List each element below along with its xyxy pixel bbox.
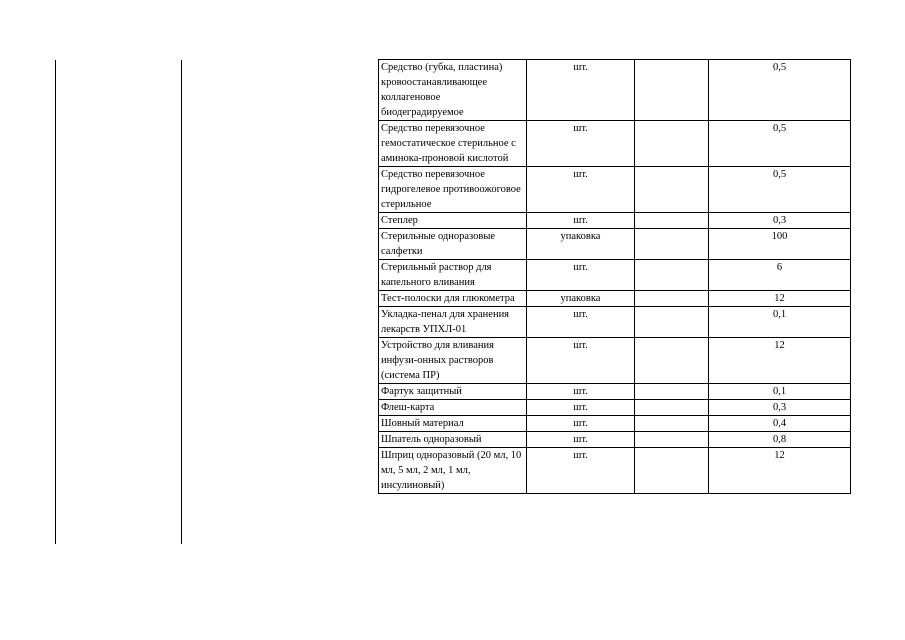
left-column-border: [181, 60, 182, 544]
table-row: [379, 60, 851, 121]
item-unit-cell: шт.: [527, 448, 635, 494]
table-row: [379, 167, 851, 213]
item-empty-cell: [635, 60, 709, 121]
item-empty-cell: [635, 167, 709, 213]
item-unit-cell: шт.: [527, 260, 635, 291]
item-unit-cell: шт.: [527, 400, 635, 416]
item-quantity-cell: 0,8: [709, 432, 851, 448]
item-unit-cell: шт.: [527, 338, 635, 384]
item-name-cell: Средство перевязочное гемостатическое стерильное с аминока-проновой кислотой: [379, 121, 527, 167]
item-name-cell: Флеш-карта: [379, 400, 527, 416]
supplies-table-body: [379, 60, 851, 494]
table-row: [379, 213, 851, 229]
table-row: [379, 400, 851, 416]
item-quantity-cell: 0,5: [709, 121, 851, 167]
item-empty-cell: [635, 121, 709, 167]
item-empty-cell: [635, 291, 709, 307]
item-unit-cell: шт.: [527, 213, 635, 229]
item-empty-cell: [635, 213, 709, 229]
item-quantity-cell: 0,3: [709, 213, 851, 229]
item-empty-cell: [635, 448, 709, 494]
item-name-cell: Шпатель одноразовый: [379, 432, 527, 448]
table-row: [379, 260, 851, 291]
item-unit-cell: упаковка: [527, 229, 635, 260]
item-quantity-cell: 12: [709, 291, 851, 307]
item-quantity-cell: 0,5: [709, 167, 851, 213]
item-quantity-cell: 12: [709, 448, 851, 494]
item-empty-cell: [635, 260, 709, 291]
table-row: [379, 432, 851, 448]
item-name-cell: Устройство для вливания инфузи-онных растворов (система ПР): [379, 338, 527, 384]
table-row: [379, 448, 851, 494]
table-row: [379, 229, 851, 260]
table-row: [379, 384, 851, 400]
item-name-cell: Средство (губка, пластина) кровоостанавливающее коллагеновое биодеградируемое: [379, 60, 527, 121]
item-empty-cell: [635, 229, 709, 260]
item-unit-cell: шт.: [527, 167, 635, 213]
table-row: [379, 307, 851, 338]
item-quantity-cell: 0,4: [709, 416, 851, 432]
item-unit-cell: шт.: [527, 121, 635, 167]
item-empty-cell: [635, 307, 709, 338]
item-unit-cell: упаковка: [527, 291, 635, 307]
item-name-cell: Шприц одноразовый (20 мл, 10 мл, 5 мл, 2 мл, 1 мл, инсулиновый): [379, 448, 527, 494]
item-name-cell: Средство перевязочное гидрогелевое противоожоговое стерильное: [379, 167, 527, 213]
table-row: [379, 416, 851, 432]
item-unit-cell: шт.: [527, 432, 635, 448]
item-empty-cell: [635, 338, 709, 384]
table-row: [379, 291, 851, 307]
item-quantity-cell: 0,1: [709, 384, 851, 400]
item-unit-cell: шт.: [527, 416, 635, 432]
item-quantity-cell: 0,3: [709, 400, 851, 416]
item-unit-cell: шт.: [527, 60, 635, 121]
item-name-cell: Фартук защитный: [379, 384, 527, 400]
item-quantity-cell: 12: [709, 338, 851, 384]
table-row: [379, 121, 851, 167]
item-empty-cell: [635, 432, 709, 448]
left-column-border: [55, 60, 56, 544]
item-name-cell: Шовный материал: [379, 416, 527, 432]
item-quantity-cell: 0,1: [709, 307, 851, 338]
item-quantity-cell: 0,5: [709, 60, 851, 121]
item-name-cell: Степлер: [379, 213, 527, 229]
item-empty-cell: [635, 400, 709, 416]
item-name-cell: Тест-полоски для глюкометра: [379, 291, 527, 307]
item-quantity-cell: 6: [709, 260, 851, 291]
table-row: [379, 338, 851, 384]
supplies-table: [378, 59, 851, 494]
item-unit-cell: шт.: [527, 307, 635, 338]
item-name-cell: Стерильные одноразовые салфетки: [379, 229, 527, 260]
item-name-cell: Укладка-пенал для хранения лекарств УПХЛ-01: [379, 307, 527, 338]
item-name-cell: Стерильный раствор для капельного вливания: [379, 260, 527, 291]
item-empty-cell: [635, 416, 709, 432]
item-quantity-cell: 100: [709, 229, 851, 260]
item-empty-cell: [635, 384, 709, 400]
item-unit-cell: шт.: [527, 384, 635, 400]
